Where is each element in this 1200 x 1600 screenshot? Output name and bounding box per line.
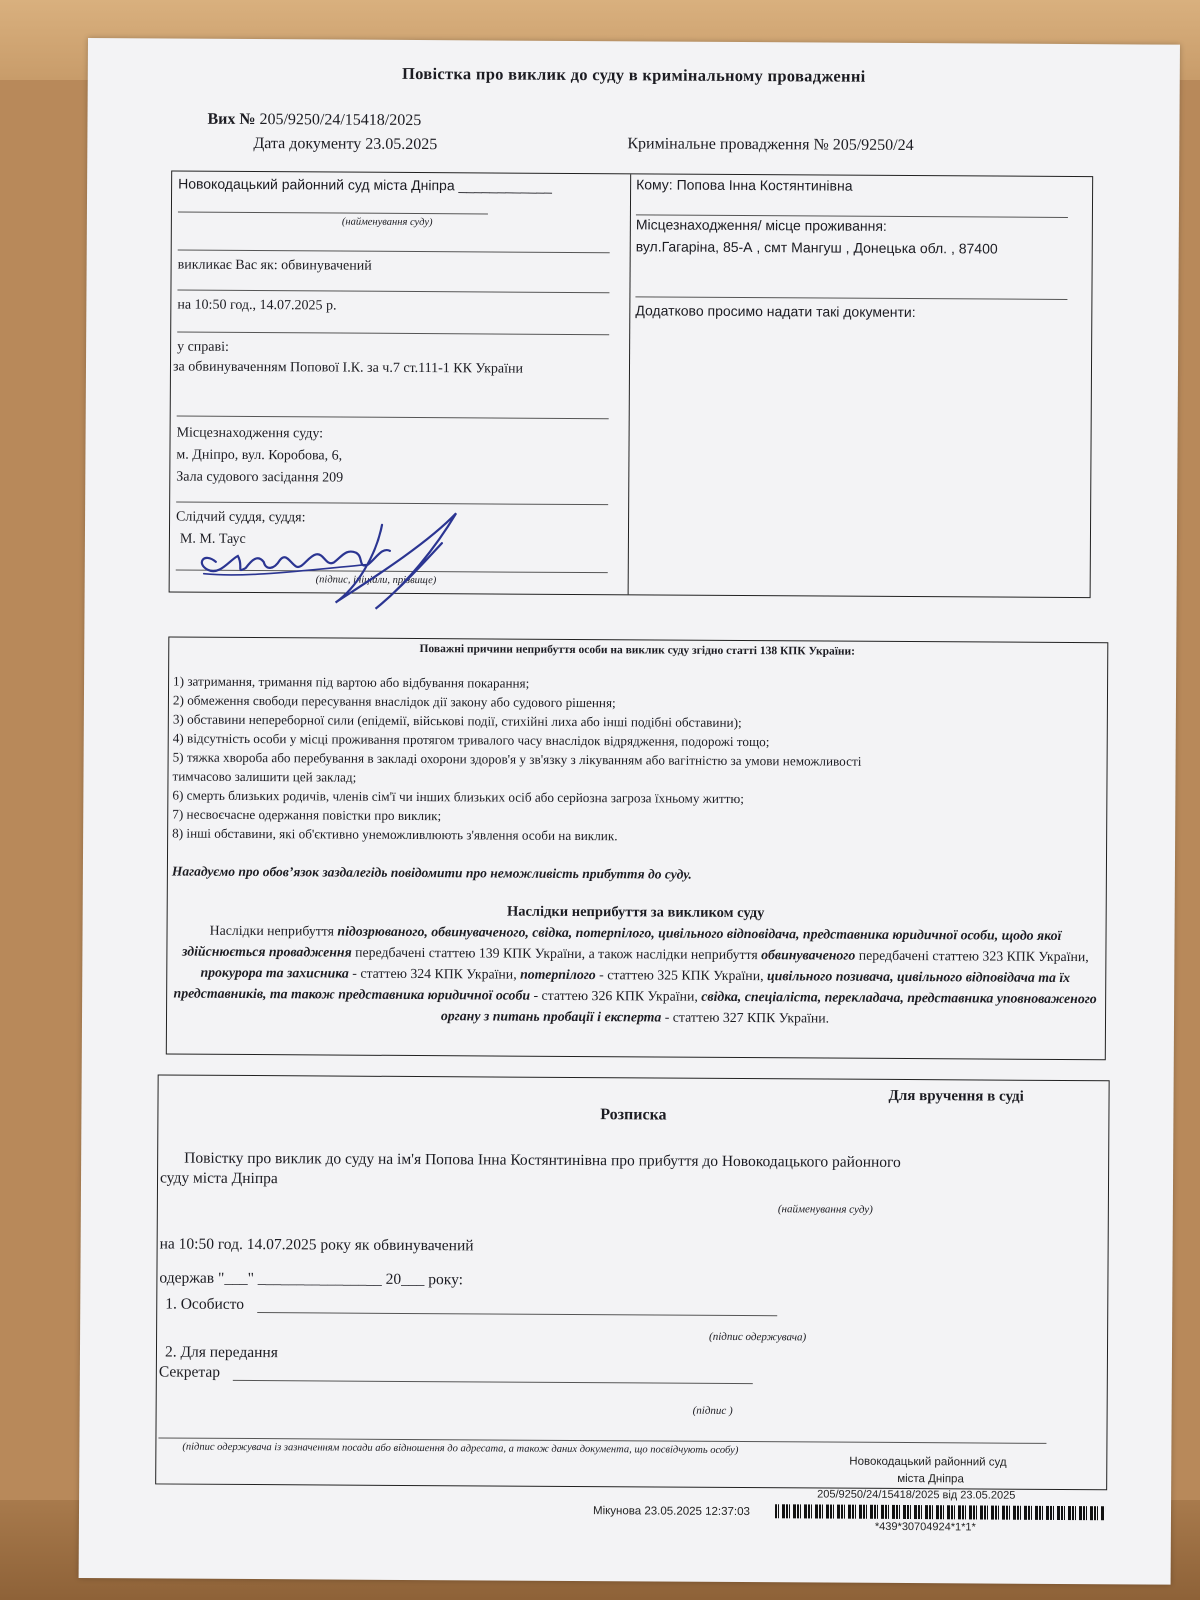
signature-caption: (підпис, ініціали, прізвище) bbox=[315, 574, 437, 587]
secretary-sign-caption: (підпис ) bbox=[692, 1404, 733, 1417]
personally-label: 1. Особисто bbox=[165, 1295, 245, 1313]
consequence-emphasis: потерпілого bbox=[520, 966, 596, 983]
judge-label: Слідчий суддя, суддя: bbox=[176, 509, 306, 526]
receipt-line-2: суду міста Дніпра bbox=[159, 1169, 278, 1188]
reason-item: 6) смерть близьких родичів, членів сім'ї чи інших близьких осіб або серйозна загроза їхньому життю; bbox=[172, 787, 745, 807]
consequence-emphasis: підозрюваного, обвинуваченого, свідка, потерпілого, цивільного відповідача, представника юридичної особи, щодо якої здійснюється провадження bbox=[182, 923, 1062, 960]
consequence-text: Наслідки неприбуття bbox=[209, 922, 338, 939]
receipt-line-1: Повістку про виклик до суду на ім'я Попова Інна Костянтинівна про прибуття до Новокодацького районного bbox=[184, 1149, 901, 1171]
summons-document bbox=[79, 38, 1180, 1585]
consequence-text: передбачені статтею 139 КПК України, а також наслідки неприбуття bbox=[351, 944, 762, 963]
footer-caption: (підпис одержувача із зазначенням посади або відношення до адресата, а також даних документа, що посвідчують особу) bbox=[182, 1441, 739, 1456]
reason-item: 4) відсутність особи у місці проживання протягом тривалого часу внаслідок відрядження, подорожі тощо; bbox=[172, 730, 770, 750]
reminder-note: Нагадуємо про обов’язок заздалегідь повідомити про неможливість прибуття до суду. bbox=[171, 863, 692, 882]
summons-role: викликає Вас як: обвинувачений bbox=[177, 257, 372, 274]
consequences-title: Наслідки неприбуття за викликом суду bbox=[506, 903, 765, 922]
blank-line bbox=[177, 416, 609, 420]
receipt-court-caption: (найменування суду) bbox=[777, 1203, 873, 1216]
consequences-text bbox=[171, 920, 1100, 1031]
stamp-clerk: Мікунова 23.05.2025 12:37:03 bbox=[592, 1505, 750, 1519]
secretary-sign-line bbox=[233, 1380, 753, 1384]
consequence-text: - статтею 327 КПК України. bbox=[661, 1009, 830, 1026]
recipient-address: вул.Гагаріна, 85-А , смт Мангуш , Донецька обл. , 87400 bbox=[635, 238, 998, 257]
consequence-emphasis: прокурора та захисника bbox=[200, 964, 349, 981]
document-title: Повістка про виклик до суду в кримінальному провадженні bbox=[401, 63, 866, 86]
consequence-text: - статтею 326 КПК України, bbox=[530, 987, 702, 1004]
recipient: Кому: Попова Інна Костянтинівна bbox=[636, 176, 853, 194]
outgoing-number-label: Вих № bbox=[207, 110, 256, 129]
case-label: у справі: bbox=[177, 339, 229, 355]
stamp-registration: 205/9250/24/15418/2025 від 23.05.2025 bbox=[817, 1488, 1016, 1502]
case-description: за обвинуваченням Попової І.К. за ч.7 ст.111-1 КК України bbox=[172, 359, 524, 377]
judge-signature bbox=[185, 504, 466, 618]
blank-line bbox=[635, 296, 1067, 300]
stamp-court-line-2: міста Дніпра bbox=[897, 1472, 964, 1486]
outgoing-number bbox=[207, 111, 421, 130]
reason-item: 3) обставини непереборної сили (епідемії, військові події, стихійні лиха або інші подібні обставини); bbox=[172, 711, 742, 731]
barcode-code: *439*30704924*1*1* bbox=[874, 1520, 976, 1534]
court-caption: (найменування суду) bbox=[341, 216, 433, 229]
consequence-emphasis: свідка, спеціаліста, перекладача, представника уповноваженого органу з питань пробації і експерта bbox=[440, 988, 1097, 1025]
receipt-box bbox=[155, 1074, 1109, 1490]
blank-line bbox=[177, 332, 609, 336]
court-underline bbox=[178, 212, 488, 215]
received-date: одержав "___" ________________ 20___ року: bbox=[159, 1269, 464, 1289]
blank-line bbox=[178, 250, 610, 254]
document-date: Дата документу 23.05.2025 bbox=[253, 135, 438, 154]
summons-table bbox=[169, 171, 1094, 599]
consequence-text: передбачені статтею 323 КПК України, bbox=[855, 947, 1089, 965]
transfer-label: 2. Для передання bbox=[164, 1343, 278, 1362]
extra-documents-label: Додатково просимо надати такі документи: bbox=[635, 302, 916, 321]
blank-line bbox=[177, 290, 609, 294]
court-location-label: Місцезнаходження суду: bbox=[176, 425, 324, 442]
recipient-location-label: Місцезнаходження/ місце проживання: bbox=[635, 216, 887, 234]
court-room: Зала судового засідання 209 bbox=[176, 469, 344, 486]
reason-item: 5) тяжка хвороба або перебування в закладі охорони здоров'я у зв'язку з лікуванням або вагітністю за умови неможливості bbox=[172, 749, 862, 769]
receipt-title: Розписка bbox=[600, 1106, 667, 1124]
outgoing-number-value: 205/9250/24/15418/2025 bbox=[259, 111, 422, 130]
court-name: Новокодацький районний суд міста Дніпра ____________ bbox=[178, 175, 553, 194]
reasons-title: Поважні причини неприбуття особи на виклик суду згідно статті 138 КПК України: bbox=[419, 643, 856, 658]
case-number: Кримінальне провадження № 205/9250/24 bbox=[627, 135, 914, 155]
reason-item: 1) затримання, тримання під вартою або відбування покарання; bbox=[173, 673, 530, 691]
consequence-emphasis: обвинуваченого bbox=[761, 947, 856, 963]
reason-item: тимчасово залишити цей заклад; bbox=[172, 768, 357, 785]
consequence-emphasis: цивільного позивача, цивільного відповідача та їх представників, та також представника юридичної особи bbox=[173, 968, 1071, 1003]
consequence-text: - статтею 325 КПК України, bbox=[595, 967, 768, 984]
reason-item: 2) обмеження свободи пересування внаслідок дії закону або судового рішення; bbox=[172, 692, 616, 711]
judge-name: М. М. Таус bbox=[179, 531, 246, 547]
for-court-label: Для вручення в суді bbox=[888, 1087, 1024, 1105]
court-address: м. Дніпро, вул. Коробова, 6, bbox=[176, 447, 343, 464]
receipt-time: на 10:50 год. 14.07.2025 року як обвинувачений bbox=[159, 1235, 474, 1255]
reason-item: 7) несвоєчасне одержання повістки про виклик; bbox=[172, 806, 442, 824]
table-divider bbox=[628, 174, 632, 594]
secretary-label: Секретар bbox=[158, 1363, 221, 1381]
reason-item: 8) інші обставини, які об'єктивно унеможливлюють з'явлення особи на виклик. bbox=[172, 825, 618, 844]
absence-reasons-box bbox=[166, 637, 1109, 1061]
personally-sign-line bbox=[257, 1312, 777, 1316]
stamp-court-line-1: Новокодацький районний суд bbox=[849, 1455, 1007, 1469]
document-barcode bbox=[775, 1504, 1105, 1520]
hearing-time: на 10:50 год., 14.07.2025 р. bbox=[177, 297, 337, 314]
receiver-sign-caption: (підпис одержувача) bbox=[709, 1330, 807, 1344]
consequence-text: - статтею 324 КПК України, bbox=[348, 965, 521, 982]
